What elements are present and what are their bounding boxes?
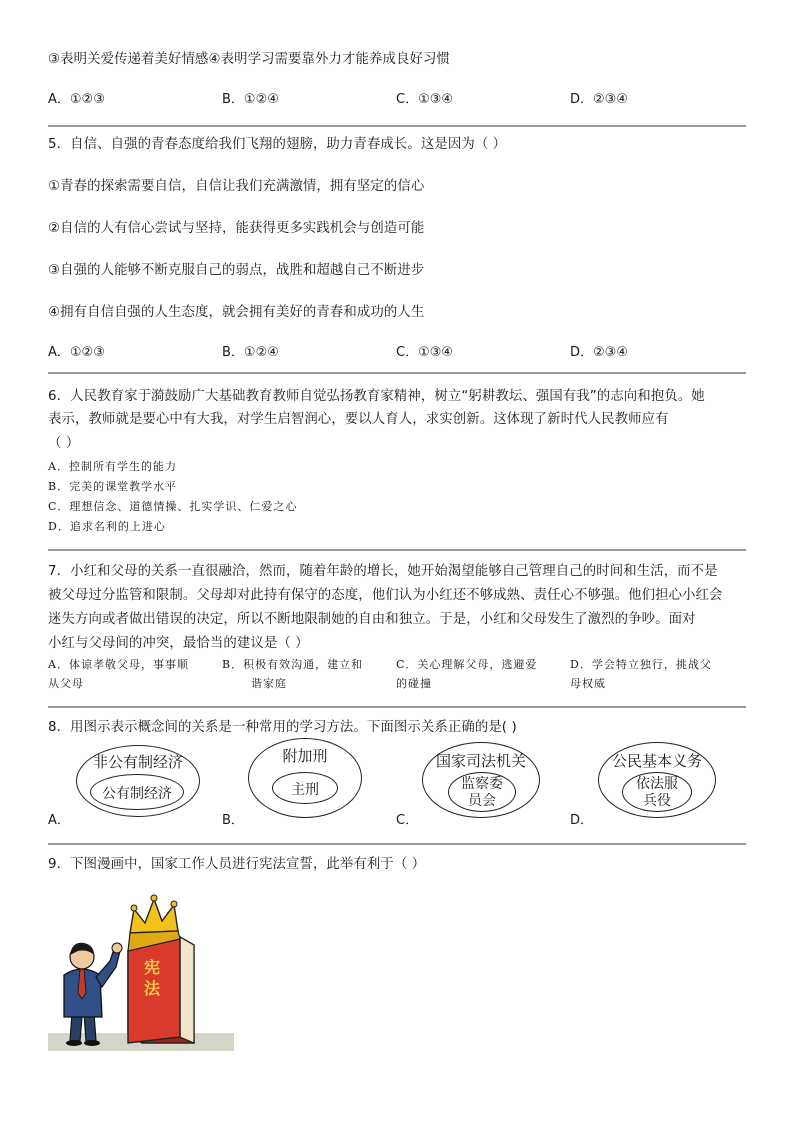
q7-stem-line-1: 7．小红和父母的关系一直很融洽，然而，随着年龄的增长，她开始渴望能够自己管理自己的时间和生活，而不是 bbox=[48, 564, 718, 579]
q4-statement-line: ③表明关爱传递着美好情感④表明学习需要靠外力才能养成良好习惯 bbox=[48, 52, 450, 67]
outer-label: 公民基本义务 bbox=[611, 752, 702, 770]
q4-option-c[interactable]: C．①③④ bbox=[396, 92, 454, 107]
q9-cartoon bbox=[48, 893, 234, 1051]
q8-option-d-label: D． bbox=[570, 813, 594, 828]
q7-stem-line-2: 被父母过分监管和限制。父母却对此持有保守的态度，他们认为小红还不够成熟、责任心不够强。他们担心小红会 bbox=[48, 588, 723, 603]
inner-label-line-1: 依法服 bbox=[636, 776, 678, 792]
q6-option-b[interactable]: B．完美的课堂教学水平 bbox=[48, 480, 178, 493]
divider bbox=[48, 549, 746, 551]
inner-label-line-1: 监察委 bbox=[461, 776, 503, 792]
q7-option-c-line-1: C．关心理解父母，逃避爱 bbox=[396, 658, 538, 671]
cartoon-illustration bbox=[48, 893, 234, 1051]
inner-label-line-2: 兵役 bbox=[643, 793, 671, 809]
q7-option-a-line-2: 从父母 bbox=[48, 677, 84, 690]
q4-option-d[interactable]: D．②③④ bbox=[570, 92, 628, 107]
q4-option-b[interactable]: B．①②④ bbox=[222, 92, 279, 107]
q7-option-b-line-2: 谐家庭 bbox=[251, 677, 287, 690]
divider bbox=[48, 706, 746, 708]
q6-option-c[interactable]: C．理想信念、道德情操、扎实学识、仁爱之心 bbox=[48, 500, 298, 513]
q6-stem-line-3: （ ） bbox=[48, 436, 80, 451]
book-title-char-2: 法 bbox=[143, 979, 161, 998]
q8-option-a-label: A． bbox=[48, 813, 70, 828]
q5-option-a[interactable]: A．①②③ bbox=[48, 345, 105, 360]
q5-statement-3: ③自强的人能够不断克服自己的弱点，战胜和超越自己不断进步 bbox=[48, 263, 425, 278]
q5-stem: 5．自信、自强的青春态度给我们飞翔的翅膀，助力青春成长。这是因为（ ） bbox=[48, 137, 507, 152]
q5-option-c[interactable]: C．①③④ bbox=[396, 345, 454, 360]
outer-label: 非公有制经济 bbox=[92, 753, 183, 771]
q7-option-d-line-1: D．学会特立独行，挑战父 bbox=[570, 658, 712, 671]
inner-label: 主刑 bbox=[291, 782, 319, 798]
book-title-char-1: 宪 bbox=[143, 958, 161, 977]
q4-option-a[interactable]: A．①②③ bbox=[48, 92, 105, 107]
q5-statement-1: ①青春的探索需要自信，自信让我们充满激情，拥有坚定的信心 bbox=[48, 179, 425, 194]
q7-option-c-line-2: 的碰撞 bbox=[396, 677, 432, 690]
q7-option-a-line-1: A．体谅孝敬父母，事事顺 bbox=[48, 658, 189, 671]
q5-option-b[interactable]: B．①②④ bbox=[222, 345, 279, 360]
inner-label: 公有制经济 bbox=[102, 786, 172, 802]
outer-label: 国家司法机关 bbox=[435, 752, 526, 770]
q8-option-b-label: B． bbox=[222, 813, 244, 828]
q7-option-b-line-1: B．积极有效沟通，建立和 bbox=[222, 658, 364, 671]
q7-stem-line-4: 小红与父母间的冲突，最恰当的建议是（ ） bbox=[48, 636, 309, 651]
q7-stem-line-3: 迷失方向或者做出错误的决定，所以不断地限制她的自由和独立。于是，小红和父母发生了激烈的争吵。面对 bbox=[48, 612, 696, 627]
q5-statement-2: ②自信的人有信心尝试与坚持，能获得更多实践机会与创造可能 bbox=[48, 221, 425, 236]
q6-option-a[interactable]: A．控制所有学生的能力 bbox=[48, 460, 177, 473]
inner-label-line-2: 员会 bbox=[468, 793, 496, 809]
official-figure bbox=[64, 943, 122, 1046]
q7-option-d-line-2: 母权威 bbox=[570, 677, 606, 690]
book-pages bbox=[180, 937, 194, 1043]
q8-stem: 8．用图示表示概念间的关系是一种常用的学习方法。下面图示关系正确的是( ) bbox=[48, 720, 517, 735]
divider bbox=[48, 372, 746, 374]
q9-stem: 9．下图漫画中，国家工作人员进行宪法宣誓，此举有利于（ ） bbox=[48, 857, 426, 872]
q6-option-d[interactable]: D．追求名利的上进心 bbox=[48, 520, 166, 533]
q5-statement-4: ④拥有自信自强的人生态度，就会拥有美好的青春和成功的人生 bbox=[48, 305, 425, 320]
outer-label: 附加刑 bbox=[282, 747, 328, 765]
q6-stem-line-2: 表示，教师就是要心中有大我，对学生启智润心，要以人育人，求实创新。这体现了新时代人民教师应有 bbox=[48, 412, 669, 427]
q6-stem-line-1: 6．人民教育家于漪鼓励广大基础教育教师自觉弘扬教育家精神，树立“躬耕教坛、强国有我”的志向和抱负。她 bbox=[48, 389, 705, 404]
q8-option-c-label: C． bbox=[396, 813, 419, 828]
q5-option-d[interactable]: D．②③④ bbox=[570, 345, 628, 360]
divider bbox=[48, 125, 746, 127]
divider bbox=[48, 843, 746, 845]
